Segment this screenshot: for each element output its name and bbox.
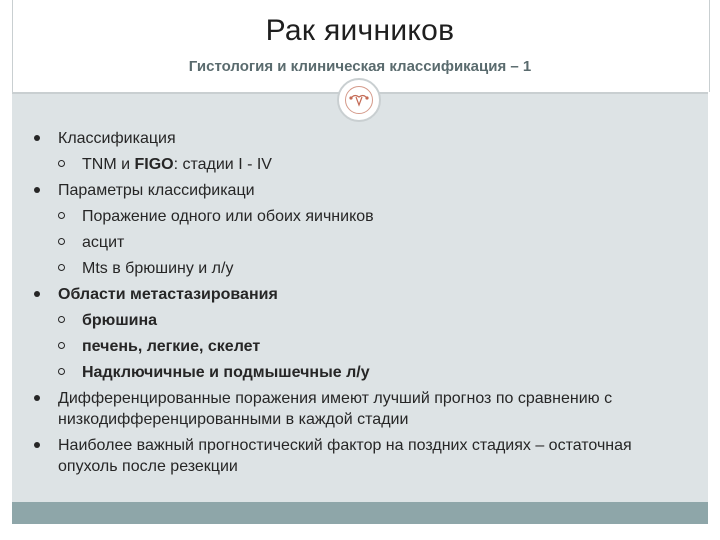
sub-bullet-item (30, 232, 650, 253)
bullet-ring-icon (58, 316, 65, 323)
slide-title: Рак яичников (265, 14, 455, 47)
bullet-text: Классификация (58, 130, 176, 147)
bullet-ring-icon (58, 212, 65, 219)
sub-bullet-item (30, 206, 650, 227)
ovary-emblem-icon (337, 78, 381, 122)
bullet-text: брюшина (82, 312, 158, 329)
bullet-item (30, 388, 650, 430)
bullet-ring-icon (58, 342, 65, 349)
bullet-text: Параметры классификаци (58, 182, 255, 199)
bullet-text: Области метастазирования (58, 286, 278, 303)
bullet-text-part: TNM и (82, 156, 135, 173)
bullet-text: печень, легкие, скелет (82, 338, 261, 355)
bullet-text: Mts в брюшину и л/у (82, 260, 234, 277)
sub-bullet-item (30, 362, 650, 383)
bullet-ring-icon (58, 160, 65, 167)
bullet-ring-icon (58, 368, 65, 375)
bullet-text: асцит (82, 234, 125, 251)
bullet-item (30, 128, 650, 149)
footer-bar (12, 502, 708, 524)
bullet-ring-icon (58, 238, 65, 245)
sub-bullet-item (30, 310, 650, 331)
bullet-item (30, 284, 650, 305)
bullet-dot-icon (34, 395, 40, 401)
bullet-item (30, 180, 650, 201)
sub-bullet-item (30, 258, 650, 279)
sub-bullet-item (30, 154, 650, 175)
bullet-list (30, 128, 650, 482)
bullet-ring-icon (58, 264, 65, 271)
bullet-text-part: FIGO (134, 156, 174, 173)
bullet-text-part: : стадии I - IV (173, 156, 272, 173)
bullet-text: Дифференцированные поражения имеют лучший прогноз по сравнению с низкодифференцированными в каждой стадии (58, 390, 613, 428)
bullet-text: Наиболее важный прогностический фактор на поздних стадиях – остаточная опухоль после резекции (58, 437, 632, 475)
uterus-symbol-icon (339, 80, 379, 120)
bullet-dot-icon (34, 291, 40, 297)
bullet-text: Надключичные и подмышечные л/у (82, 364, 370, 381)
bullet-item (30, 435, 650, 477)
bullet-dot-icon (34, 187, 40, 193)
bullet-text: Поражение одного или обоих яичников (82, 208, 374, 225)
bullet-dot-icon (34, 442, 40, 448)
sub-bullet-item (30, 336, 650, 357)
bullet-dot-icon (34, 135, 40, 141)
slide-subtitle: Гистология и клиническая классификация – 1 (188, 58, 532, 75)
